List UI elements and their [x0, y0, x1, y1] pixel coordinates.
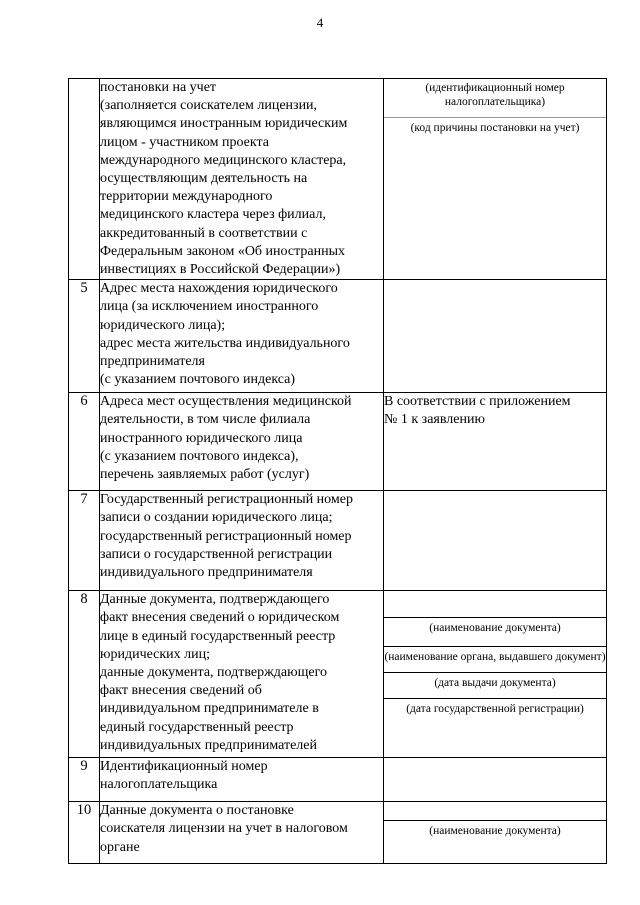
- inn-caption: (идентификационный номер налогоплательщика): [425, 82, 565, 108]
- tax-document-name-caption: (наименование документа): [429, 825, 561, 838]
- row-value: [384, 802, 607, 864]
- row-number: 7: [69, 491, 100, 591]
- page-number: 4: [316, 15, 324, 30]
- table-row-kpp-continuation: [69, 79, 607, 280]
- description-line: иностранного юридического лица: [100, 430, 303, 446]
- application-form-table: [68, 78, 607, 864]
- description-line: юридического лица);: [100, 317, 226, 333]
- description-line: Адрес места нахождения юридического: [100, 281, 338, 297]
- description-line: перечень заявляемых работ (услуг): [100, 467, 310, 483]
- description-line: лицом - участником проекта: [100, 134, 269, 150]
- description-line: Федеральным законом «Об иностранных: [100, 243, 345, 259]
- row-value: [384, 79, 607, 280]
- row-number: 10: [69, 802, 100, 864]
- description-line: органе: [100, 839, 140, 855]
- description-line: территории международного: [100, 189, 273, 205]
- description-line: Данные документа, подтверждающего: [100, 592, 330, 608]
- description-line: юридических лиц;: [100, 646, 211, 662]
- row-number: [69, 79, 100, 280]
- description-line: записи о создании юридического лица;: [100, 510, 333, 526]
- value-line: В соответствии с приложением: [384, 394, 571, 410]
- description-line: Государственный регистрационный номер: [100, 492, 353, 508]
- table-row-6: [69, 393, 607, 491]
- row-description: [100, 591, 384, 758]
- registration-date-caption: (дата государственной регистрации): [406, 703, 584, 716]
- value-line: № 1 к заявлению: [384, 412, 485, 428]
- description-line: деятельности, в том числе филиала: [100, 412, 311, 428]
- description-line: индивидуальных предпринимателей: [100, 737, 317, 753]
- description-line: лица (за исключением иностранного: [100, 299, 319, 315]
- description-line: факт внесения сведений об: [100, 683, 262, 699]
- registration-number-field[interactable]: [384, 491, 607, 591]
- description-line: аккредитованный в соответствии с: [100, 225, 308, 241]
- description-line: международного медицинского кластера,: [100, 152, 347, 168]
- row-description: [100, 393, 384, 491]
- row-description: [100, 758, 384, 802]
- row-value: [384, 591, 607, 758]
- description-line: являющимся иностранным юридическим: [100, 116, 348, 132]
- description-line: адрес места жительства индивидуального: [100, 335, 350, 351]
- description-line: Данные документа о постановке: [100, 803, 294, 819]
- description-line: инвестициях в Российской Федерации»): [100, 262, 341, 278]
- document-name-caption: (наименование документа): [429, 622, 561, 635]
- description-line: Идентификационный номер: [100, 759, 268, 775]
- description-line: предпринимателя: [100, 354, 205, 370]
- description-line: (с указанием почтового индекса),: [100, 448, 299, 464]
- description-line: лице в единый государственный реестр: [100, 628, 336, 644]
- description-line: медицинского кластера через филиал,: [100, 207, 326, 223]
- kpp-caption: (код причины постановки на учет): [410, 122, 580, 134]
- description-line: индивидуального предпринимателя: [100, 565, 313, 581]
- row-number: 5: [69, 280, 100, 393]
- issue-date-caption: (дата выдачи документа): [434, 677, 556, 690]
- description-line: Адреса мест осуществления медицинской: [100, 394, 352, 410]
- address-field[interactable]: [384, 280, 607, 393]
- row-description: [100, 79, 384, 280]
- inn-field[interactable]: [384, 758, 607, 802]
- description-line: осуществляющим деятельность на: [100, 171, 308, 187]
- row-number: 8: [69, 591, 100, 758]
- description-line: налогоплательщика: [100, 777, 218, 793]
- table-row-9: [69, 758, 607, 802]
- description-line: (с указанием почтового индекса): [100, 372, 296, 388]
- row-number: 6: [69, 393, 100, 491]
- description-line: (заполняется соискателем лицензии,: [100, 98, 318, 114]
- table-row-8: [69, 591, 607, 758]
- description-line: государственный регистрационный номер: [100, 528, 352, 544]
- description-line: единый государственный реестр: [100, 719, 294, 735]
- row-number: 9: [69, 758, 100, 802]
- description-line: записи о государственной регистрации: [100, 546, 333, 562]
- description-line: индивидуальном предпринимателе в: [100, 701, 319, 717]
- description-line: данные документа, подтверждающего: [100, 665, 327, 681]
- description-line: факт внесения сведений о юридическом: [100, 610, 340, 626]
- row-description: [100, 802, 384, 864]
- table-row-7: [69, 491, 607, 591]
- table-row-5: [69, 280, 607, 393]
- description-line: соискателя лицензии на учет в налоговом: [100, 821, 348, 837]
- issuing-authority-caption: (наименование органа, выдавшего документ): [384, 651, 606, 664]
- description-line: постановки на учет: [100, 80, 217, 95]
- row-description: [100, 280, 384, 393]
- table-row-10: [69, 802, 607, 864]
- row-value: [384, 393, 607, 491]
- row-description: [100, 491, 384, 591]
